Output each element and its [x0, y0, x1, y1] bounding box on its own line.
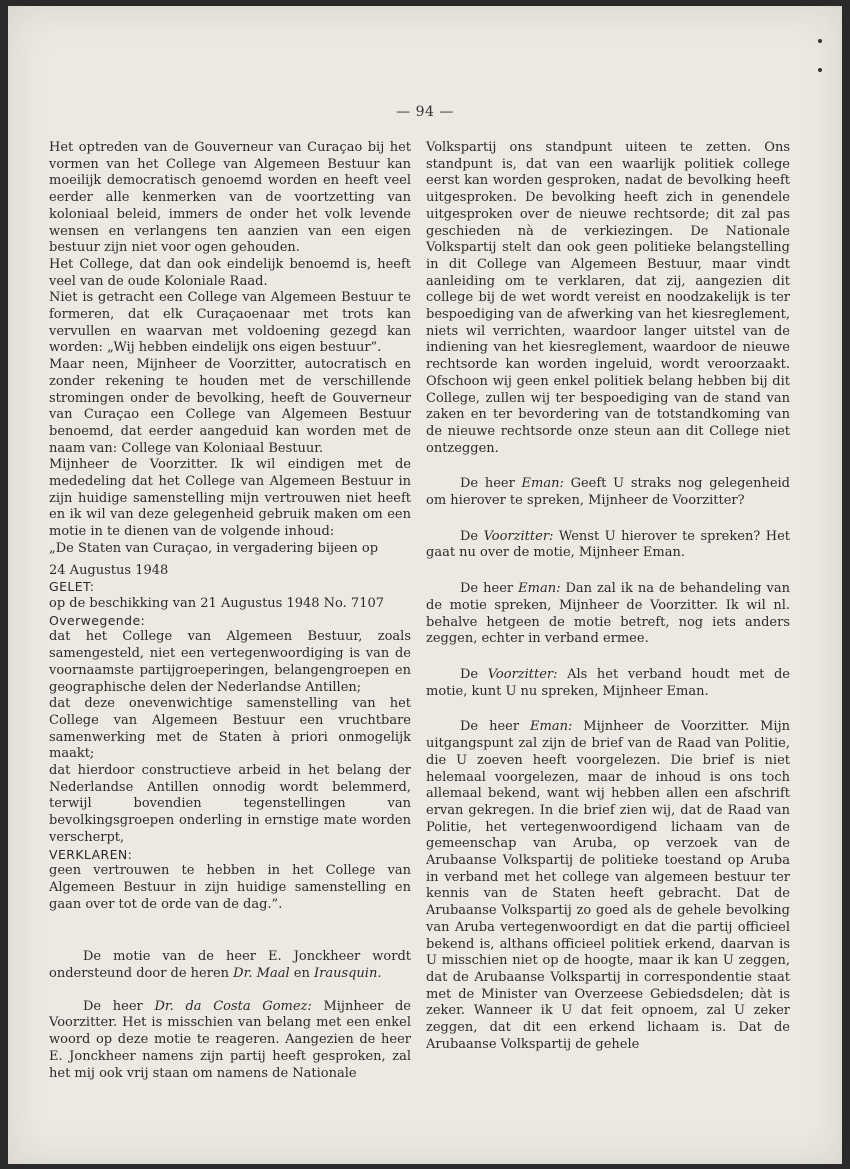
edge-mark-mid	[818, 68, 822, 72]
paragraph: Volkspartij ons standpunt uiteen te zetten. Ons standpunt is, dat van een waarlijk politiek college eerst kan worden gesproken, nadat de bevolking heeft uitgesproken. De bevolking heeft zich in genendele uitgesproken over de nieuwe rechtsorde; dit zal pas geschieden nà de verkiezingen. De Nationale Volkspartij stelt dan ook geen politieke belangstelling in dit College van Algemeen Bestuur, maar vindt aanleiding om te verklaren, dat zij, aangezien dit college bij de wet wordt vereist en noodzakelijk is ter bespoediging van de afwerking van het kiesreglement, niets wil verrichten, waardoor langer uitstel van de indiening van het kiesreglement, waardoor de nieuwe rechtsorde kan worden ingeluid, wordt veroorzaakt. Ofschoon wij geen enkel politiek belang hebben bij dit College, zullen wij ter bespoediging van de stand van zaken en ter bevordering van de totstandkoming van de nieuwe rechtsorde onze steun aan dit College niet ontzeggen.	[426, 140, 790, 456]
support-statement	[49, 949, 411, 982]
overwegende-heading: Overwegende:	[49, 612, 146, 628]
support-name-irausquin: Irausquin.	[313, 966, 382, 982]
speaker-prefix: De heer	[460, 581, 519, 597]
support-text: en	[289, 966, 314, 982]
speaker-name: Voorzitter:	[483, 528, 554, 544]
paragraph: Maar neen, Mijnheer de Voorzitter, autocratisch en zonder rekening te houden met de verschillende stromingen onder de bevolking, heeft de Gouverneur van Curaçao een College van Algemeen Bestuur benoemd, dat eerder aangeduid kan worden met de naam van: College van Koloniaal Bestuur.	[49, 357, 411, 456]
speaker-name: Eman:	[530, 719, 573, 735]
speaker-prefix: De heer	[460, 476, 522, 492]
left-column	[49, 140, 411, 1082]
paragraph: Het optreden van de Gouverneur van Curaçao bij het vormen van het College van Algemeen Bestuur kan moeilijk democratisch genoemd worden en heeft veel eerder alle kenmerken van de voortzetting van koloniaal beleid, immers de onder het volk levende wensen en verlangens ten aanzien van een eigen bestuur zijn niet voor ogen gehouden.	[49, 140, 411, 256]
speech-text: Als het verband houdt met de motie, kunt U nu spreken, Mijnheer Eman.	[426, 666, 791, 699]
document-page	[8, 6, 842, 1164]
speech-voorzitter-2	[426, 667, 790, 700]
paragraph: Mijnheer de Voorzitter. Ik wil eindigen met de mededeling dat het College van Algemeen Bestuur in zijn huidige samenstelling mijn vertrouwen niet heeft en ik wil van deze gelegenheid gebruik maken om een motie in te dienen van de volgende inhoud:	[49, 457, 411, 540]
speech-eman-3	[426, 719, 790, 1053]
support-text: De motie van de heer E. Jonckheer wordt ondersteund door de heren	[49, 949, 411, 982]
speech-text: Geeft U straks nog gelegenheid om hierover te spreken, Mijnheer de Voorzitter?	[426, 476, 790, 509]
speaker-prefix: De	[460, 666, 488, 682]
speaker-name: Eman:	[521, 476, 564, 492]
verklaren-heading: VERKLAREN:	[49, 846, 133, 862]
motion-opening: „De Staten van Curaçao, in vergadering bijeen op	[49, 540, 379, 556]
right-column	[426, 140, 790, 1053]
speaker-prefix: De heer	[83, 998, 155, 1014]
gelet-text: op de beschikking van 21 Augustus 1948 No. 7107	[49, 595, 385, 611]
speech-text: Wenst U hierover te spreken? Het gaat nu over de motie, Mijnheer Eman.	[426, 528, 791, 561]
motion-date: 24 Augustus 1948	[49, 562, 169, 578]
speech-eman-2	[426, 581, 790, 648]
speaker-name: Voorzitter:	[487, 666, 558, 682]
page-number: — 94 —	[396, 104, 454, 120]
edge-mark-top	[818, 39, 822, 43]
speech-text: Dan zal ik na de behandeling van de motie spreken, Mijnheer de Voorzitter. Ik wil nl. behalve hetgeen de motie betreft, nog iets anders zeggen, echter in verband ermee.	[426, 581, 791, 647]
paragraph: Het College, dat dan ook eindelijk benoemd is, heeft veel van de oude Koloniale Raad.	[49, 256, 411, 289]
speech-eman-1	[426, 476, 790, 509]
gelet-heading: GELET:	[49, 579, 95, 595]
speech-text: Mijnheer de Voorzitter. Het is misschien van belang met een enkel woord op deze motie te reageren. Aangezien de heer E. Jonckheer namens zijn partij heeft gesproken, zal het mij ook vrij staan om namens de Nationale	[49, 998, 411, 1081]
paragraph: Niet is getracht een College van Algemeen Bestuur te formeren, dat elk Curaçaoenaar met trots kan vervullen en waarvan met voldoening gezegd kan worden: „Wij hebben eindelijk ons eigen bestuur”.	[49, 290, 411, 356]
overwegende-item: dat hierdoor constructieve arbeid in het belang der Nederlandse Antillen onnodig wordt belemmerd, terwijl bovendien tegenstellingen van bevolkingsgroepen onderling in ernstige mate worden verscherpt,	[49, 763, 411, 845]
speech-voorzitter-1	[426, 529, 790, 562]
speaker-name: Eman:	[518, 581, 561, 597]
verklaren-text: geen vertrouwen te hebben in het College van Algemeen Bestuur in zijn huidige samenstelling en gaan over tot de orde van de dag.”.	[49, 863, 411, 912]
overwegende-item: dat het College van Algemeen Bestuur, zoals samengesteld, niet een vertegenwoordiging is van de voornaamste partijgroeperingen, belangengroepen en geographische delen der Nederlandse Antillen;	[49, 629, 411, 695]
overwegende-item: dat deze onevenwichtige samenstelling van het College van Algemeen Bestuur een vruchtbare samenwerking met de Staten à priori onmogelijk maakt;	[49, 696, 411, 762]
support-name-maal: Dr. Maal	[233, 966, 290, 982]
speaker-prefix: De heer	[460, 719, 530, 735]
speaker-prefix: De	[460, 528, 484, 544]
speaker-name: Dr. da Costa Gomez:	[154, 998, 312, 1014]
speech-da-costa-gomez	[49, 999, 411, 1083]
speech-text: Mijnheer de Voorzitter. Mijn uitgangspunt zal zijn de brief van de Raad van Politie, die U zoeven heeft voorgelezen. Die brief is niet helemaal voorgelezen, maar de inhoud is ons toch allemaal bekend, want wij hebben allen een afschrift ervan gekregen. In die brief zien wij, dat de Raad van Politie, het vertegenwoordigend lichaam van de gemeenschap van Aruba, op verzoek van de Arubaanse Volkspartij de politieke toestand op Aruba in verband met het college van algemeen bestuur ter kennis van de Staten heeft gebracht. Dat de Arubaanse Volkspartij zo goed als de gehele bevolking van Aruba vertegenwoordigt en dat die partij officieel bekend is, althans officieel politiek erkend, daarvan is U misschien niet op de hoogte, maar ik kan U zeggen, dat de Arubaanse Volkspartij in correspondentie staat met de Minister van Overzeese Gebiedsdelen; dàt is zeker. Wanneer ik U dat feit opnoem, zal U zeker zeggen, dat dit een erkend lichaam is. Dat de Arubaanse Volkspartij de gehele	[426, 719, 790, 1052]
